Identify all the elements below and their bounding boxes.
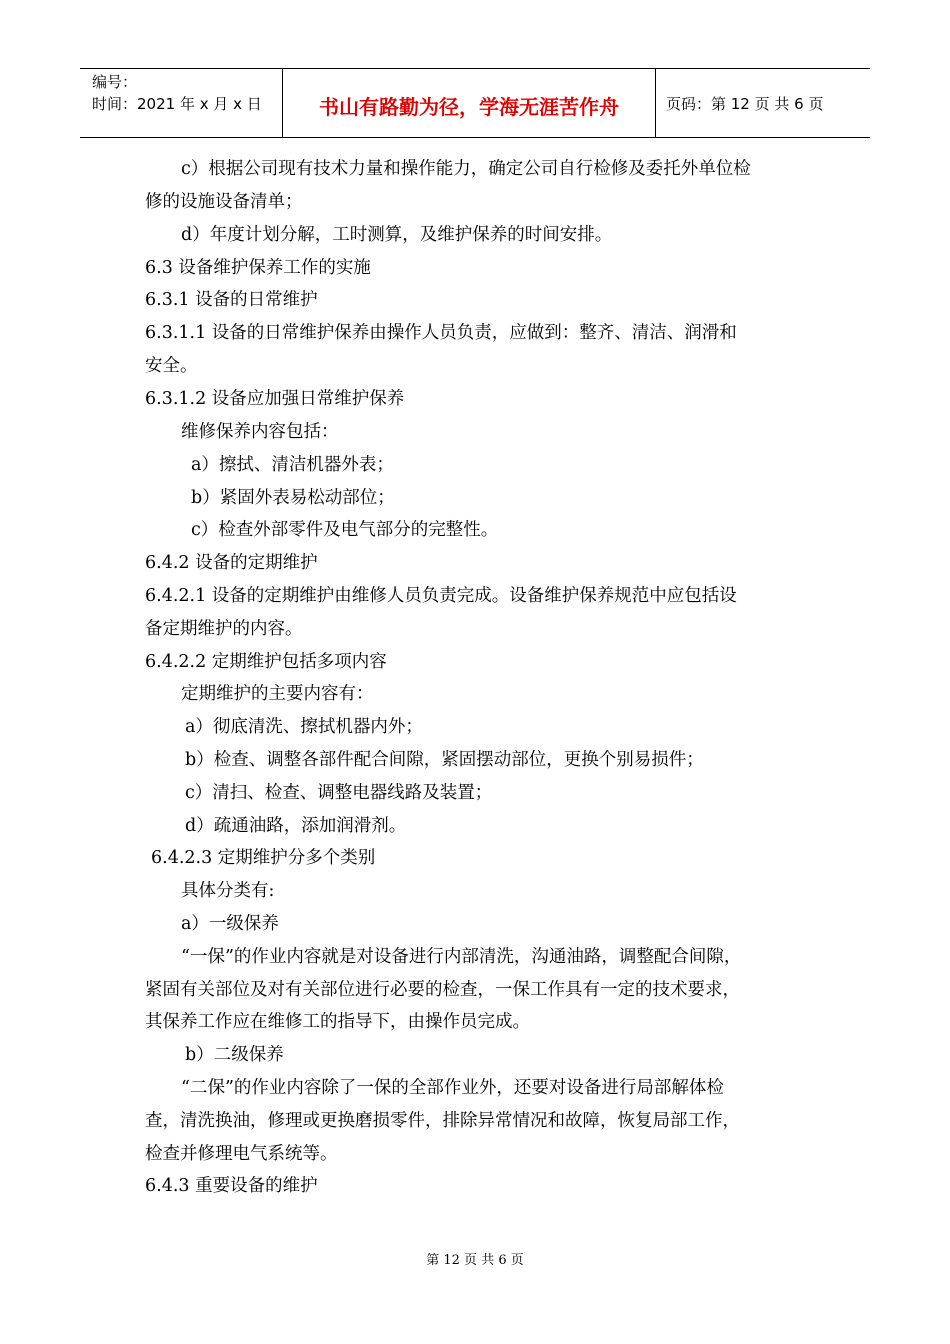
header-motto-cell [282,69,656,137]
body-line: 查，清洗换油，修理或更换磨损零件，排除异常情况和故障，恢复局部工作， [145,1111,740,1131]
section-heading: 6.3.1 设备的日常维护 [145,290,318,310]
document-date-label: 时间：2021 年 x 月 x 日 [92,95,262,113]
body-line: 其保养工作应在维修工的指导下，由操作员完成。 [145,1012,530,1032]
page-code: 页码：第 12 页 共 6 页 [666,95,824,113]
list-item: b）二级保养 [185,1045,284,1065]
header-info-cell [80,69,280,137]
list-item: a）一级保养 [181,914,279,934]
page-footer: 第 12 页 共 6 页 [426,1253,524,1268]
section-heading: 6.4.2 设备的定期维护 [145,553,318,573]
list-item: a）擦拭、清洁机器外表； [191,455,394,475]
body-line: 定期维护的主要内容有： [181,684,374,704]
list-item: b）检查、调整各部件配合间隙，紧固摆动部位，更换个别易损件； [185,750,704,770]
section-heading: 6.4.2.2 定期维护包括多项内容 [145,652,387,672]
list-item: c）清扫、检查、调整电器线路及装置； [185,783,493,803]
body-line: “二保”的作业内容除了一保的全部作业外，还要对设备进行局部解体检 [181,1078,724,1098]
header-page-cell [656,69,870,137]
body-line: 检查并修理电气系统等。 [145,1144,338,1164]
body-line: “一保”的作业内容就是对设备进行内部清洗，沟通油路，调整配合间隙， [181,947,742,967]
list-item: c）检查外部零件及电气部分的完整性。 [191,520,499,540]
body-line: 备定期维护的内容。 [145,619,303,639]
body-line: 安全。 [145,356,198,376]
motto-text: 书山有路勤为径，学海无涯苦作舟 [319,95,619,119]
section-heading: 6.4.3 重要设备的维护 [145,1176,318,1196]
list-item: b）紧固外表易松动部位； [191,488,395,508]
body-line: 修的设施设备清单； [145,192,303,212]
body-line: d）年度计划分解，工时测算，及维护保养的时间安排。 [181,225,613,245]
document-number-label: 编号： [92,73,138,91]
body-line: 6.4.2.1 设备的定期维护由维修人员负责完成。设备维护保养规范中应包括设 [145,586,737,606]
body-line: 紧固有关部位及对有关部位进行必要的检查，一保工作具有一定的技术要求， [145,980,740,1000]
section-heading: 6.3 设备维护保养工作的实施 [145,258,371,278]
list-item: d）疏通油路，添加润滑剂。 [185,816,407,836]
body-line: 维修保养内容包括： [181,422,339,442]
body-line: c）根据公司现有技术力量和操作能力，确定公司自行检修及委托外单位检 [181,159,751,179]
section-heading: 6.3.1.2 设备应加强日常维护保养 [145,389,405,409]
list-item: a）彻底清洗、擦拭机器内外； [185,717,423,737]
header-table [80,68,870,138]
section-heading: 6.4.2.3 定期维护分多个类别 [151,848,376,868]
body-line: 6.3.1.1 设备的日常维护保养由操作人员负责，应做到：整齐、清洁、润滑和 [145,323,737,343]
body-line: 具体分类有: [181,881,275,901]
